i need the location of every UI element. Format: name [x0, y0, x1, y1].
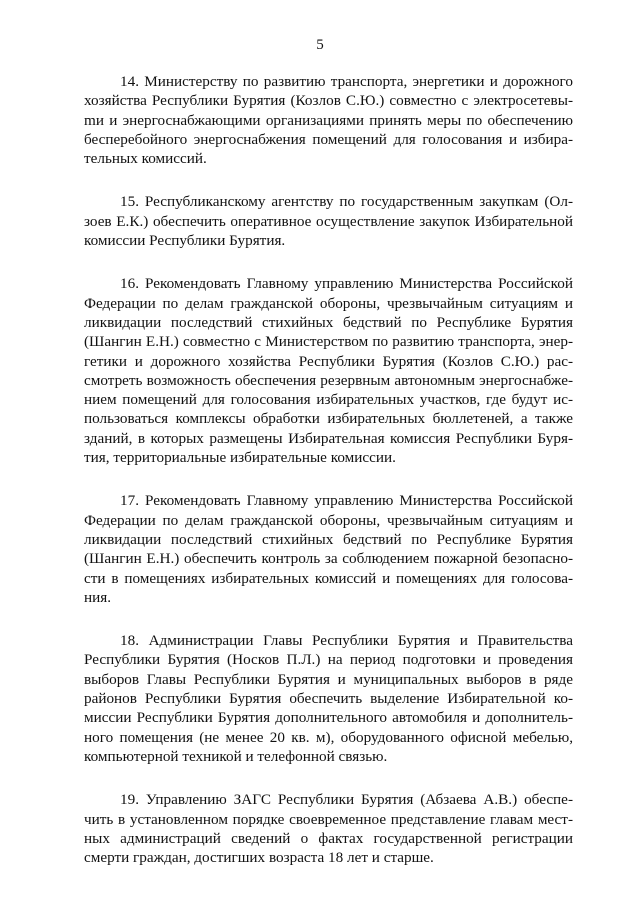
paragraph-15: 15. Республиканскому агентству по государственным закупкам (Олзоев Е.К.) обеспечить оперативное осуществление закупок Избирательной комиссии Республики Бурятия.: [84, 193, 573, 250]
page-number: 5: [316, 37, 324, 53]
paragraph-14: 14. Министерству по развитию транспорта, энергетики и дорожного хозяйства Республики Бурятия (Козлов С.Ю.) совместно с электросетевыmи и энергоснабжающими организациями принять меры по обеспечению бесперебойного энергоснабжения помещений для голосования и избирательных комиссий.: [84, 73, 573, 168]
paragraph-17: 17. Рекомендовать Главному управлению Министерства Российской Федерации по делам гражданской обороны, чрезвычайным ситуациям и ликвидации последствий стихийных бедствий по Республике Бурятия (Шангин Е.Н.) обеспечить контроль за соблюдением пожарной безопасности в помещениях избирательных комиссий и помещениях для голосования.: [84, 492, 573, 606]
paragraph-18: 18. Администрации Главы Республики Бурятия и Правительства Республики Бурятия (Носков П.Л.) на период подготовки и проведения выборов Главы Республики Бурятия и муниципальных выборов в ряде районов Республики Бурятия обеспечить выделение Избирательной комиссии Республики Бурятия дополнительного автомобиля и дополнительного помещения (не менее 20 кв. м), оборудованного офисной мебелью, компьютерной техникой и телефонной связью.: [84, 632, 573, 765]
paragraph-19: 19. Управлению ЗАГС Республики Бурятия (Абзаева А.В.) обеспечить в установленном порядке своевременное представление главам местных администраций сведений о фактах государственной регистрации смерти граждан, достигших возраста 18 лет и старше.: [84, 791, 573, 867]
document-body: [84, 72, 573, 891]
paragraph-16: 16. Рекомендовать Главному управлению Министерства Российской Федерации по делам гражданской обороны, чрезвычайным ситуациям и ликвидации последствий стихийных бедствий по Республике Бурятия (Шангин Е.Н.) совместно с Министерством по развитию транспорта, энергетики и дорожного хозяйства Республики Бурятия (Козлов С.Ю.) рассмотреть возможность обеспечения резервным автономным энергоснабжением помещений для голосования избирательных участков, где будут использоваться комплексы обработки избирательных бюллетеней, а также зданий, в которых размещены Избирательная комиссия Республики Бурятия, территориальные избирательные комиссии.: [84, 275, 573, 467]
